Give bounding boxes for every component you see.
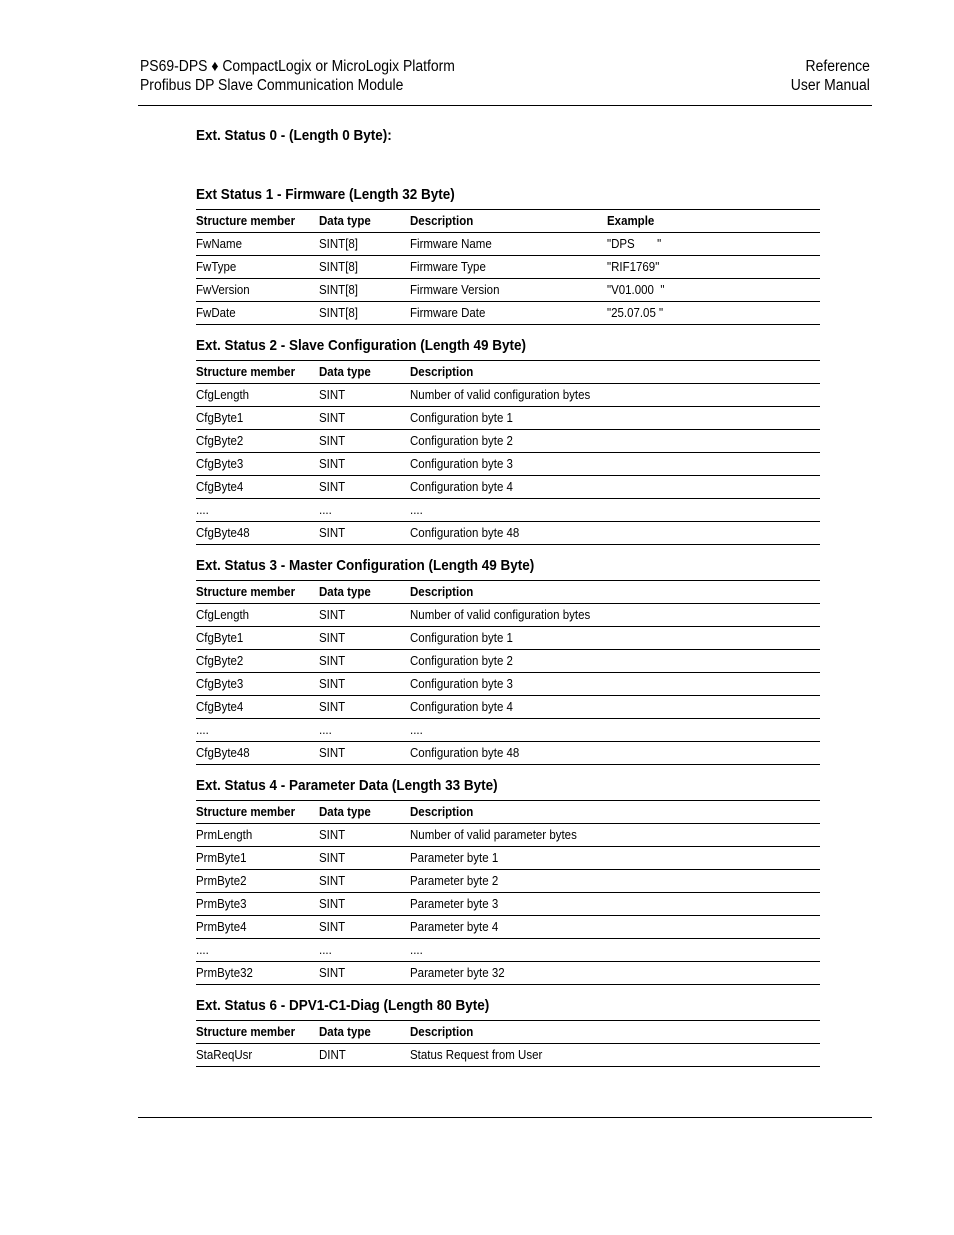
cell-text: CfgByte4 — [196, 700, 244, 714]
column-header — [410, 1021, 820, 1044]
column-header-label: Structure member — [196, 214, 296, 228]
table-row — [196, 604, 820, 627]
column-header — [319, 361, 410, 384]
table-cell — [319, 430, 410, 453]
cell-text: CfgByte1 — [196, 631, 244, 645]
cell-text: Configuration byte 2 — [410, 434, 513, 448]
cell-text: FwDate — [196, 306, 236, 320]
table-cell — [319, 233, 410, 256]
table-header-row — [196, 581, 820, 604]
table-cell — [410, 302, 607, 325]
table-cell — [410, 407, 820, 430]
cell-text: Parameter byte 3 — [410, 897, 499, 911]
cell-text: Configuration byte 1 — [410, 631, 513, 645]
cell-text: SINT — [319, 677, 346, 691]
table-cell — [319, 742, 410, 765]
table-cell — [196, 279, 319, 302]
table-cell — [196, 696, 319, 719]
column-header — [196, 210, 319, 233]
cell-text: Configuration byte 48 — [410, 526, 520, 540]
table-cell — [319, 893, 410, 916]
status4-title: Ext. Status 4 - Parameter Data (Length 33 Byte) — [196, 777, 498, 794]
table-header-row — [196, 801, 820, 824]
cell-text: CfgByte48 — [196, 526, 250, 540]
header-section-label: Reference — [805, 58, 870, 75]
table-cell — [196, 627, 319, 650]
cell-text: CfgLength — [196, 388, 250, 402]
table-row — [196, 453, 820, 476]
footer-rule — [138, 1117, 872, 1118]
status1-title: Ext Status 1 - Firmware (Length 32 Byte) — [196, 186, 455, 203]
table-cell — [319, 962, 410, 985]
status4-table — [196, 800, 820, 985]
cell-text: SINT — [319, 874, 346, 888]
table-row — [196, 962, 820, 985]
table-row — [196, 847, 820, 870]
status2-title: Ext. Status 2 - Slave Configuration (Length 49 Byte) — [196, 337, 527, 354]
cell-text: CfgByte1 — [196, 411, 244, 425]
cell-text: SINT — [319, 631, 346, 645]
column-header-label: Data type — [319, 1025, 371, 1039]
table-cell — [410, 847, 820, 870]
status3-table — [196, 580, 820, 765]
table-row — [196, 916, 820, 939]
cell-text: SINT[8] — [319, 260, 358, 274]
table-cell — [410, 233, 607, 256]
table-row — [196, 870, 820, 893]
cell-text: Number of valid configuration bytes — [410, 388, 591, 402]
table-row — [196, 824, 820, 847]
table-cell — [410, 719, 820, 742]
cell-text: Configuration byte 2 — [410, 654, 513, 668]
cell-text: Configuration byte 4 — [410, 700, 513, 714]
table-cell — [196, 430, 319, 453]
table-row — [196, 256, 820, 279]
column-header — [410, 581, 820, 604]
column-header-label: Data type — [319, 214, 371, 228]
cell-text: "25.07.05 " — [607, 306, 664, 320]
table-cell — [607, 233, 820, 256]
table-cell — [410, 893, 820, 916]
cell-text: .... — [410, 503, 423, 517]
table-cell — [196, 719, 319, 742]
column-header — [196, 801, 319, 824]
column-header — [319, 801, 410, 824]
table-cell — [319, 847, 410, 870]
table-header-row — [196, 1021, 820, 1044]
cell-text: SINT — [319, 411, 346, 425]
cell-text: PrmLength — [196, 828, 253, 842]
cell-text: SINT — [319, 920, 346, 934]
cell-text: PrmByte3 — [196, 897, 247, 911]
cell-text: SINT[8] — [319, 237, 358, 251]
cell-text: CfgByte2 — [196, 434, 244, 448]
table-row — [196, 407, 820, 430]
table-cell — [410, 279, 607, 302]
table-cell — [410, 499, 820, 522]
table-cell — [196, 1044, 319, 1067]
cell-text: Firmware Version — [410, 283, 500, 297]
table-cell — [410, 256, 607, 279]
cell-text: SINT — [319, 457, 346, 471]
table-cell — [319, 384, 410, 407]
table-cell — [410, 696, 820, 719]
cell-text: .... — [319, 723, 332, 737]
cell-text: PrmByte32 — [196, 966, 253, 980]
cell-text: PrmByte2 — [196, 874, 247, 888]
cell-text: Firmware Type — [410, 260, 486, 274]
column-header — [196, 1021, 319, 1044]
table-cell — [410, 384, 820, 407]
column-header — [319, 1021, 410, 1044]
header-doc-label: User Manual — [790, 77, 870, 94]
cell-text: Parameter byte 4 — [410, 920, 499, 934]
table-cell — [319, 256, 410, 279]
table-row — [196, 430, 820, 453]
cell-text: FwName — [196, 237, 243, 251]
table-row — [196, 939, 820, 962]
table-cell — [196, 962, 319, 985]
column-header — [410, 801, 820, 824]
table-cell — [196, 650, 319, 673]
page-content — [196, 125, 820, 1078]
cell-text: "DPS " — [607, 237, 662, 251]
table-cell — [196, 407, 319, 430]
column-header-label: Data type — [319, 805, 371, 819]
column-header — [410, 361, 820, 384]
table-cell — [319, 499, 410, 522]
status0-title: Ext. Status 0 - (Length 0 Byte): — [196, 127, 392, 144]
table-row — [196, 696, 820, 719]
status6-title: Ext. Status 6 - DPV1-C1-Diag (Length 80 Byte) — [196, 997, 490, 1014]
cell-text: "V01.000 " — [607, 283, 665, 297]
cell-text: CfgByte3 — [196, 677, 244, 691]
table-row — [196, 673, 820, 696]
table-cell — [410, 916, 820, 939]
table-cell — [410, 522, 820, 545]
cell-text: SINT — [319, 966, 346, 980]
table-cell — [410, 962, 820, 985]
table-cell — [319, 522, 410, 545]
table-cell — [196, 302, 319, 325]
status2-table — [196, 360, 820, 545]
table-row — [196, 233, 820, 256]
cell-text: SINT — [319, 608, 346, 622]
table-cell — [410, 604, 820, 627]
table-row — [196, 893, 820, 916]
table-cell — [319, 627, 410, 650]
column-header-label: Example — [607, 214, 655, 228]
column-header-label: Description — [410, 365, 474, 379]
table-cell — [410, 673, 820, 696]
cell-text: Firmware Name — [410, 237, 492, 251]
cell-text: SINT[8] — [319, 306, 358, 320]
table-row — [196, 719, 820, 742]
column-header-label: Description — [410, 1025, 474, 1039]
table-cell — [196, 522, 319, 545]
cell-text: SINT — [319, 434, 346, 448]
column-header — [607, 210, 820, 233]
table-cell — [319, 939, 410, 962]
table-row — [196, 627, 820, 650]
table-cell — [319, 824, 410, 847]
cell-text: FwType — [196, 260, 237, 274]
header-product-line: PS69-DPS ♦ CompactLogix or MicroLogix Platform — [140, 58, 455, 75]
spacer — [196, 146, 820, 185]
column-header-label: Structure member — [196, 365, 296, 379]
cell-text: Configuration byte 48 — [410, 746, 520, 760]
header-module-line: Profibus DP Slave Communication Module — [140, 77, 404, 94]
table-cell — [319, 604, 410, 627]
table-cell — [319, 1044, 410, 1067]
table-cell — [410, 939, 820, 962]
table-row — [196, 302, 820, 325]
cell-text: .... — [410, 723, 423, 737]
table-cell — [196, 453, 319, 476]
table-cell — [607, 279, 820, 302]
cell-text: Parameter byte 2 — [410, 874, 499, 888]
table-cell — [410, 742, 820, 765]
table-cell — [410, 453, 820, 476]
cell-text: Number of valid configuration bytes — [410, 608, 591, 622]
header-rule — [138, 105, 872, 106]
column-header — [319, 581, 410, 604]
cell-text: Number of valid parameter bytes — [410, 828, 577, 842]
cell-text: .... — [319, 503, 332, 517]
table-cell — [410, 1044, 820, 1067]
page-header-left — [140, 57, 455, 95]
cell-text: CfgByte2 — [196, 654, 244, 668]
cell-text: SINT — [319, 897, 346, 911]
table-cell — [196, 384, 319, 407]
cell-text: SINT — [319, 851, 346, 865]
cell-text: Configuration byte 3 — [410, 457, 513, 471]
cell-text: PrmByte4 — [196, 920, 247, 934]
cell-text: CfgByte48 — [196, 746, 250, 760]
table-cell — [196, 673, 319, 696]
column-header-label: Description — [410, 805, 474, 819]
status6-table — [196, 1020, 820, 1067]
cell-text: Status Request from User — [410, 1048, 543, 1062]
table-cell — [196, 893, 319, 916]
column-header — [196, 581, 319, 604]
cell-text: SINT[8] — [319, 283, 358, 297]
table-row — [196, 499, 820, 522]
table-row — [196, 742, 820, 765]
table-row — [196, 476, 820, 499]
cell-text: SINT — [319, 480, 346, 494]
table-header-row — [196, 210, 820, 233]
column-header — [319, 210, 410, 233]
status3-title: Ext. Status 3 - Master Configuration (Length 49 Byte) — [196, 557, 535, 574]
table-cell — [319, 453, 410, 476]
column-header — [410, 210, 607, 233]
cell-text: Firmware Date — [410, 306, 486, 320]
table-cell — [319, 279, 410, 302]
column-header — [196, 361, 319, 384]
cell-text: CfgLength — [196, 608, 250, 622]
column-header-label: Structure member — [196, 1025, 296, 1039]
table-cell — [319, 673, 410, 696]
column-header-label: Data type — [319, 365, 371, 379]
page-header-right — [791, 57, 870, 95]
table-cell — [319, 719, 410, 742]
cell-text: "RIF1769" — [607, 260, 660, 274]
table-row — [196, 522, 820, 545]
table-cell — [319, 696, 410, 719]
table-cell — [196, 742, 319, 765]
table-cell — [410, 650, 820, 673]
table-cell — [196, 939, 319, 962]
table-header-row — [196, 361, 820, 384]
table-cell — [607, 256, 820, 279]
table-cell — [196, 233, 319, 256]
table-cell — [319, 916, 410, 939]
table-cell — [196, 824, 319, 847]
column-header-label: Description — [410, 214, 474, 228]
cell-text: .... — [196, 503, 209, 517]
cell-text: Configuration byte 3 — [410, 677, 513, 691]
table-cell — [410, 476, 820, 499]
cell-text: SINT — [319, 700, 346, 714]
cell-text: DINT — [319, 1048, 346, 1062]
cell-text: CfgByte3 — [196, 457, 244, 471]
table-row — [196, 384, 820, 407]
table-row — [196, 650, 820, 673]
table-cell — [196, 870, 319, 893]
cell-text: PrmByte1 — [196, 851, 247, 865]
column-header-label: Description — [410, 585, 474, 599]
cell-text: SINT — [319, 526, 346, 540]
cell-text: .... — [410, 943, 423, 957]
status1-table — [196, 209, 820, 325]
table-cell — [410, 430, 820, 453]
cell-text: Parameter byte 32 — [410, 966, 505, 980]
table-cell — [319, 407, 410, 430]
cell-text: Configuration byte 1 — [410, 411, 513, 425]
table-cell — [410, 824, 820, 847]
table-cell — [196, 604, 319, 627]
cell-text: Configuration byte 4 — [410, 480, 513, 494]
cell-text: CfgByte4 — [196, 480, 244, 494]
cell-text: SINT — [319, 746, 346, 760]
column-header-label: Structure member — [196, 805, 296, 819]
cell-text: FwVersion — [196, 283, 250, 297]
table-row — [196, 1044, 820, 1067]
cell-text: SINT — [319, 828, 346, 842]
cell-text: SINT — [319, 654, 346, 668]
table-cell — [196, 847, 319, 870]
table-cell — [319, 302, 410, 325]
table-row — [196, 279, 820, 302]
table-cell — [196, 499, 319, 522]
table-cell — [196, 916, 319, 939]
table-cell — [607, 302, 820, 325]
table-cell — [196, 256, 319, 279]
table-cell — [410, 870, 820, 893]
cell-text: .... — [196, 723, 209, 737]
table-cell — [319, 870, 410, 893]
cell-text: .... — [196, 943, 209, 957]
cell-text: SINT — [319, 388, 346, 402]
table-cell — [410, 627, 820, 650]
cell-text: Parameter byte 1 — [410, 851, 499, 865]
table-cell — [319, 476, 410, 499]
column-header-label: Structure member — [196, 585, 296, 599]
table-cell — [319, 650, 410, 673]
cell-text: StaReqUsr — [196, 1048, 253, 1062]
cell-text: .... — [319, 943, 332, 957]
table-cell — [196, 476, 319, 499]
column-header-label: Data type — [319, 585, 371, 599]
